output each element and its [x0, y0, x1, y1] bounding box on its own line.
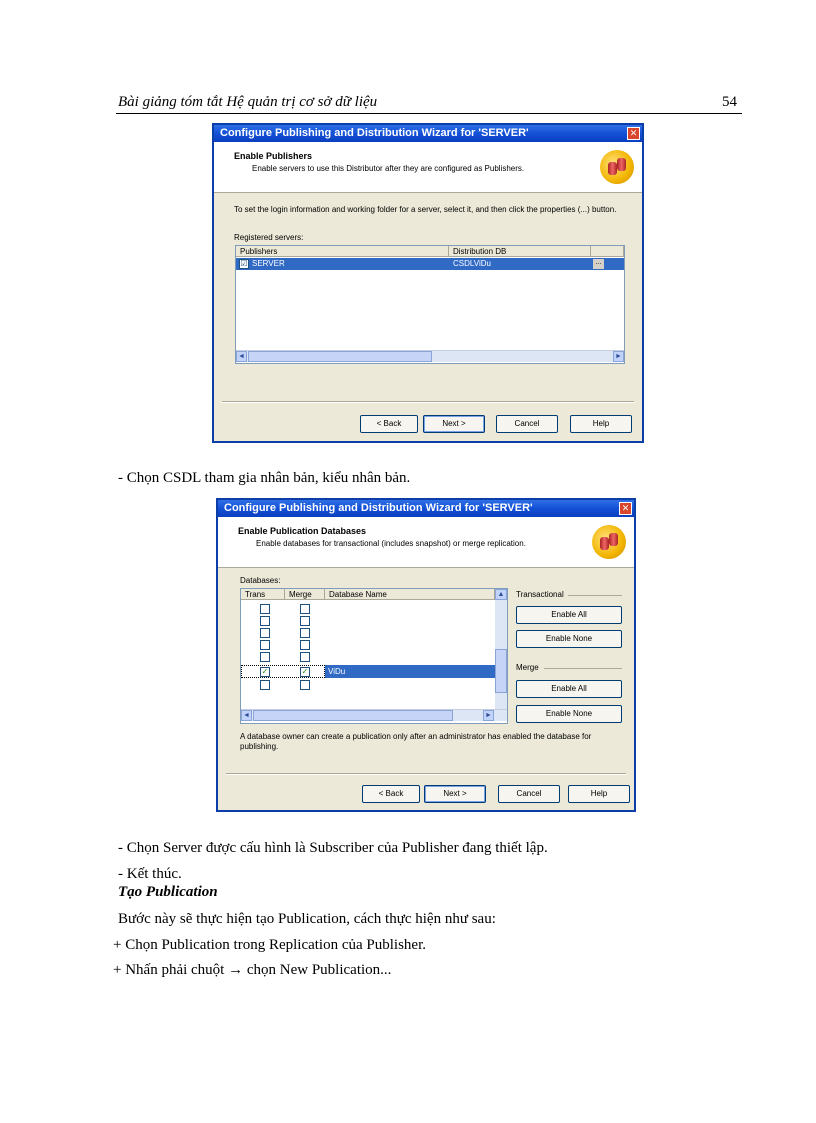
note-text: A database owner can create a publication only after an administrator has enabled the database for publishing.	[240, 732, 592, 751]
list-item[interactable]	[241, 627, 495, 639]
registered-servers-label: Registered servers:	[234, 233, 304, 242]
wizard-icon	[592, 525, 626, 559]
dialog-title-bar[interactable]	[214, 125, 642, 142]
column-header-database-name[interactable]: Database Name	[325, 589, 495, 600]
wizard-dialog-databases	[216, 498, 636, 812]
list-item[interactable]	[241, 651, 495, 663]
trans-checkbox[interactable]	[260, 604, 270, 614]
publisher-name: SERVER	[252, 259, 285, 268]
close-icon[interactable]: ✕	[619, 502, 632, 515]
step-subtitle: Enable servers to use this Distributor after they are configured as Publishers.	[252, 164, 525, 173]
merge-checkbox[interactable]	[300, 640, 310, 650]
merge-checkbox[interactable]	[300, 680, 310, 690]
cancel-button[interactable]: Cancel	[496, 415, 558, 433]
merge-enable-all-button[interactable]: Enable All	[516, 680, 622, 698]
body-line-4: + Chọn Publication trong Replication của Publisher.	[113, 937, 427, 953]
running-title: Bài giảng tóm tắt Hệ quản trị cơ sở dữ liệu	[118, 94, 378, 110]
merge-enable-none-button[interactable]: Enable None	[516, 705, 622, 723]
help-button[interactable]: Help	[568, 785, 630, 803]
wizard-header	[214, 142, 642, 193]
help-button[interactable]: Help	[570, 415, 632, 433]
merge-checkbox[interactable]	[300, 616, 310, 626]
header-rule	[116, 113, 742, 114]
wizard-dialog-publishers	[212, 123, 644, 443]
back-button[interactable]: < Back	[362, 785, 420, 803]
footer-separator	[226, 773, 626, 775]
step-title: Enable Publication Databases	[238, 526, 367, 536]
properties-button[interactable]: ...	[593, 259, 604, 269]
distribution-db: CSDLViDu	[453, 259, 491, 268]
merge-checkbox[interactable]	[300, 652, 310, 662]
wizard-icon	[600, 150, 634, 184]
dialog-title-bar[interactable]	[218, 500, 634, 517]
trans-checkbox[interactable]	[260, 640, 270, 650]
registered-servers-list[interactable]	[235, 245, 625, 364]
next-button[interactable]: Next >	[423, 415, 485, 433]
list-item[interactable]	[241, 615, 495, 627]
column-header-merge[interactable]: Merge	[285, 589, 325, 600]
group-divider	[568, 595, 622, 596]
list-item-selected[interactable]	[241, 665, 495, 678]
scroll-up-icon[interactable]: ▲	[495, 589, 507, 600]
scroll-thumb[interactable]	[495, 649, 507, 693]
step-subtitle: Enable databases for transactional (includes snapshot) or merge replication.	[256, 539, 526, 548]
list-item[interactable]	[241, 679, 495, 691]
trans-checkbox[interactable]	[260, 616, 270, 626]
dialog-title: Configure Publishing and Distribution Wizard for 'SERVER'	[224, 502, 533, 514]
body-line-3: Bước này sẽ thực hiện tạo Publication, cách thực hiện như sau:	[118, 911, 496, 927]
column-header-props	[591, 246, 624, 257]
vertical-scrollbar[interactable]	[495, 589, 507, 709]
close-icon[interactable]: ✕	[627, 127, 640, 140]
horizontal-scrollbar[interactable]	[236, 350, 624, 362]
merge-checkbox[interactable]: ✓	[301, 667, 309, 676]
step-title: Enable Publishers	[234, 151, 313, 161]
list-item[interactable]	[241, 639, 495, 651]
databases-list[interactable]	[240, 588, 508, 724]
trans-checkbox[interactable]	[260, 680, 270, 690]
trans-enable-all-button[interactable]: Enable All	[516, 606, 622, 624]
merge-group-label: Merge	[516, 663, 539, 672]
database-name: ViDu	[328, 667, 346, 676]
merge-checkbox[interactable]	[300, 604, 310, 614]
scroll-thumb[interactable]	[248, 351, 432, 362]
trans-checkbox[interactable]	[260, 628, 270, 638]
cancel-button[interactable]: Cancel	[498, 785, 560, 803]
scroll-right-icon[interactable]: ►	[483, 710, 494, 721]
column-header-publishers[interactable]: Publishers	[236, 246, 449, 257]
instructions-text: To set the login information and working folder for a server, select it, and then click the properties (...) button.	[234, 205, 617, 214]
column-header-trans[interactable]: Trans	[241, 589, 285, 600]
scroll-left-icon[interactable]: ◄	[241, 710, 252, 721]
horizontal-scrollbar[interactable]	[241, 709, 507, 721]
dialog-title: Configure Publishing and Distribution Wizard for 'SERVER'	[220, 127, 529, 139]
transactional-group-label: Transactional	[516, 590, 564, 599]
merge-checkbox[interactable]	[300, 628, 310, 638]
page-number: 54	[722, 94, 737, 110]
group-divider	[544, 668, 622, 669]
trans-enable-none-button[interactable]: Enable None	[516, 630, 622, 648]
caption-1: - Chọn CSDL tham gia nhân bản, kiểu nhân bản.	[118, 470, 411, 486]
back-button[interactable]: < Back	[360, 415, 418, 433]
publisher-checkbox[interactable]: ☑	[240, 259, 248, 268]
trans-checkbox[interactable]: ✓	[261, 667, 269, 676]
footer-separator	[222, 401, 634, 403]
section-title: Tạo Publication	[118, 884, 218, 900]
body-line-2: - Kết thúc.	[118, 866, 182, 882]
body-line-5: + Nhấn phải chuột → chọn New Publication...	[113, 962, 392, 978]
column-header-distribution-db[interactable]: Distribution DB	[449, 246, 591, 257]
databases-label: Databases:	[240, 576, 281, 585]
scroll-left-icon[interactable]: ◄	[236, 351, 247, 362]
trans-checkbox[interactable]	[260, 652, 270, 662]
body-line-1: - Chọn Server được cấu hình là Subscriber của Publisher đang thiết lập.	[118, 840, 548, 856]
table-row[interactable]	[236, 258, 624, 270]
wizard-header	[218, 517, 634, 568]
next-button[interactable]: Next >	[424, 785, 486, 803]
scroll-thumb[interactable]	[253, 710, 453, 721]
list-item[interactable]	[241, 603, 495, 615]
scroll-right-icon[interactable]: ►	[613, 351, 624, 362]
